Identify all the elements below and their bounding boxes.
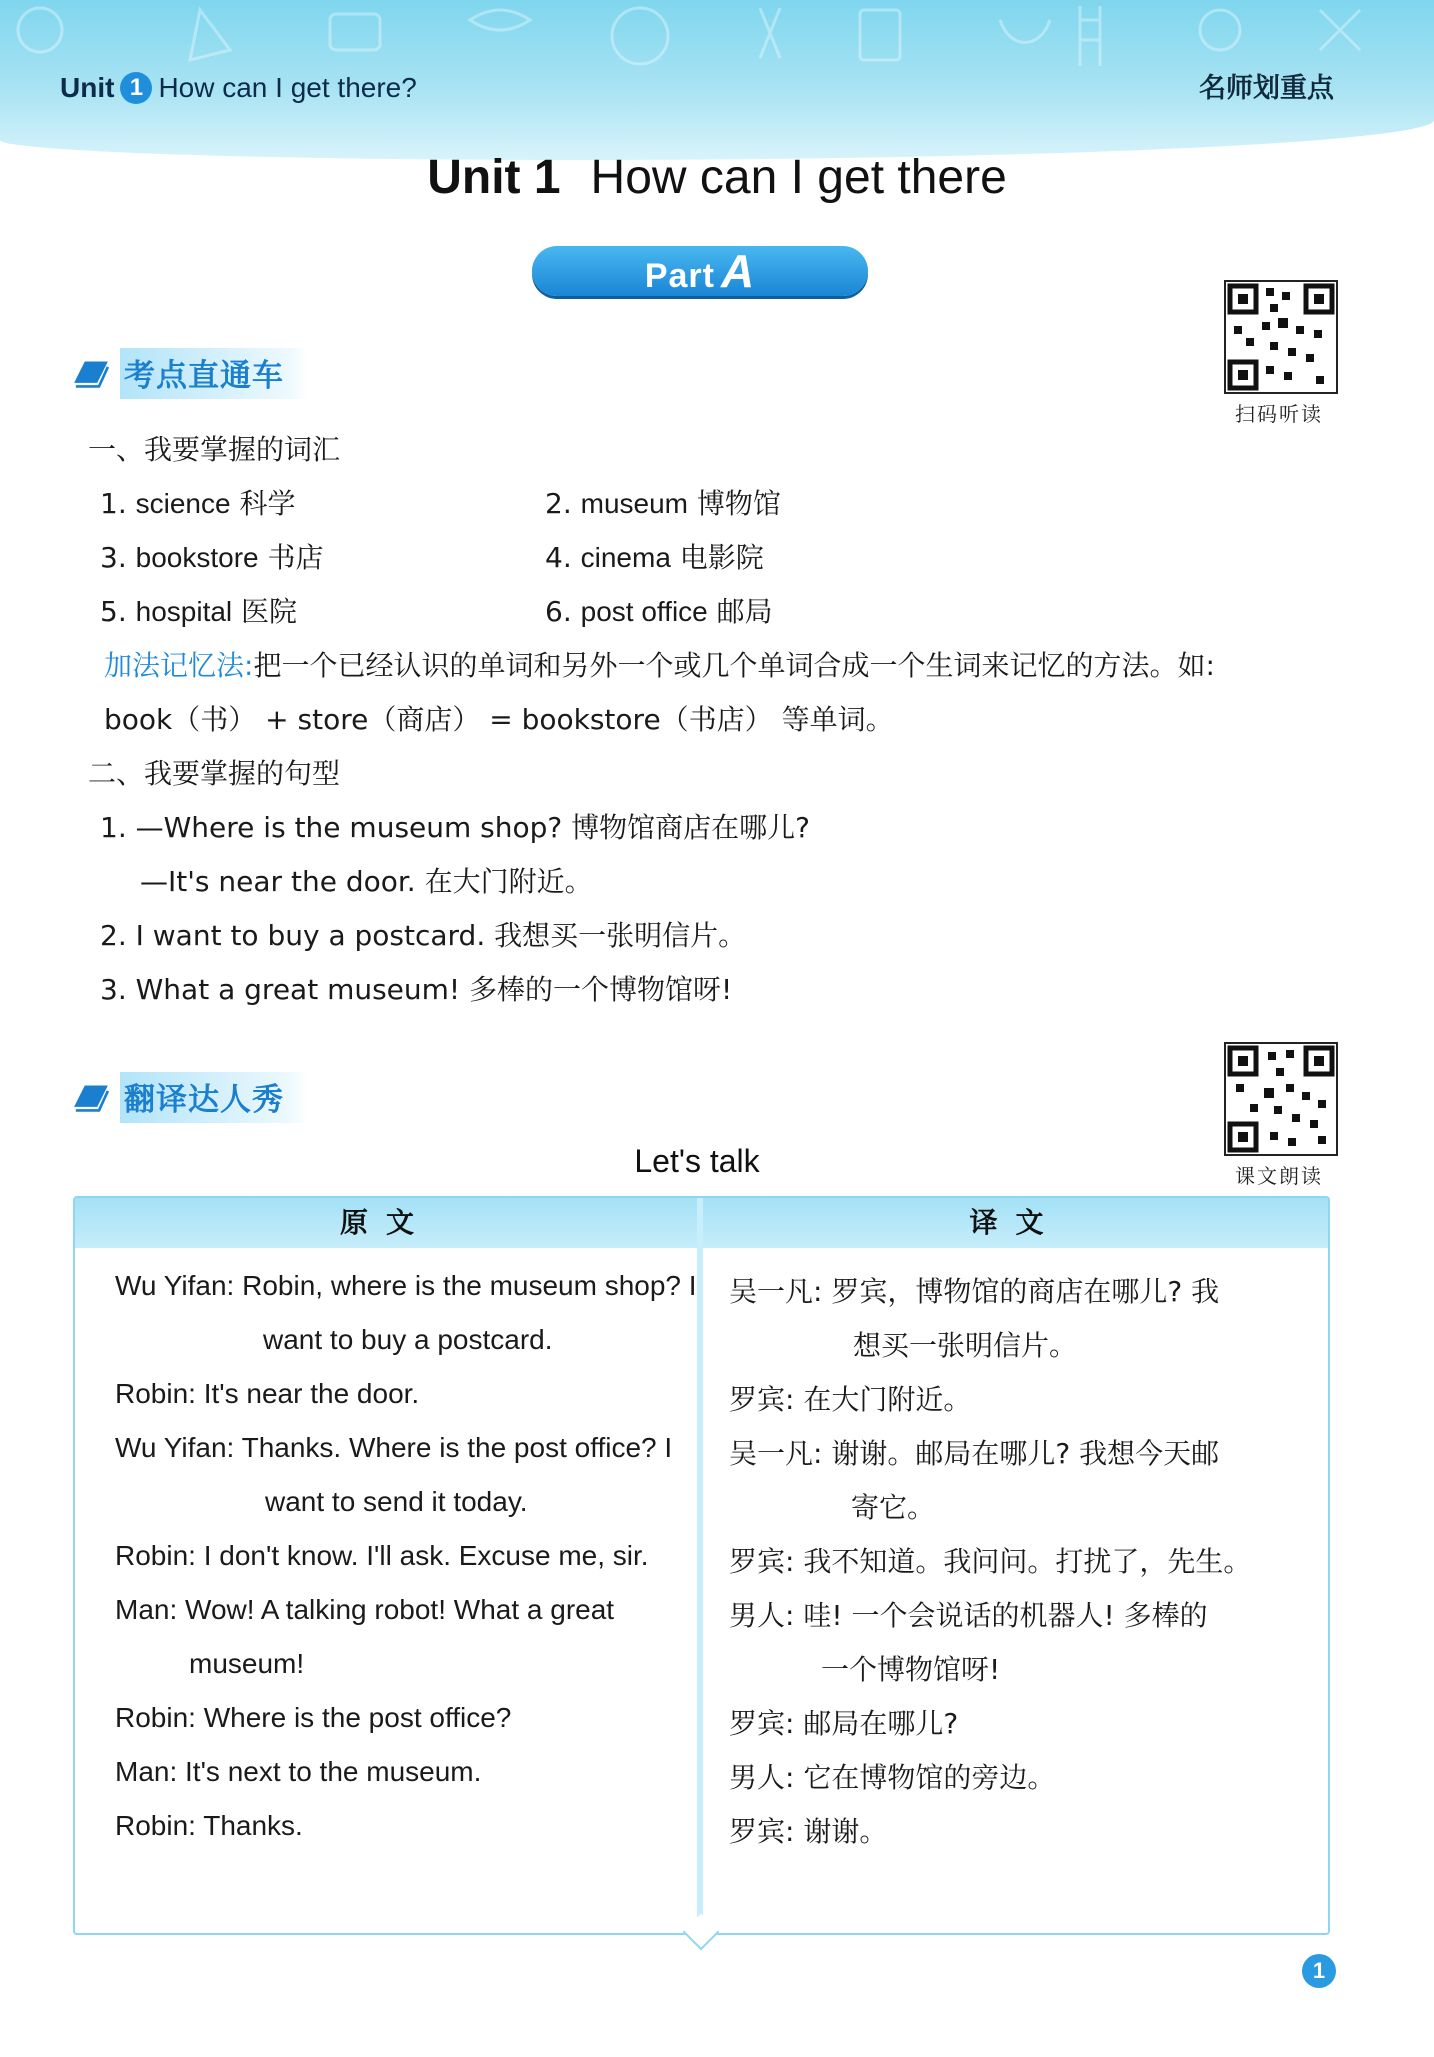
translation-line: 寄它。 [851, 1491, 936, 1524]
vocab-num: 3. [100, 541, 127, 574]
unit-tag-subtitle: How can I get there? [158, 72, 417, 103]
vocab-num: 5. [100, 595, 127, 628]
part-badge-letter: A [720, 245, 756, 297]
page-title-main: How can I get there [590, 151, 1007, 204]
translation-line: 罗宾: 我不知道。我问问。打扰了，先生。 [729, 1545, 1252, 1578]
brand-label: 名师划重点 [1199, 73, 1334, 104]
vocab-item [100, 590, 297, 630]
memory-tip-label: 加法记忆法: [104, 649, 254, 682]
original-line: Wu Yifan: Robin, where is the museum shop? I [115, 1270, 697, 1301]
vocab-zh: 博物馆 [696, 487, 781, 520]
qr-listen-label: 扫码听读 [1235, 402, 1323, 426]
original-line: want to send it today. [265, 1486, 528, 1517]
original-line: Robin: Thanks. [115, 1810, 303, 1841]
translation-line: 罗宾: 在大门附近。 [729, 1383, 972, 1416]
vocab-zh: 书店 [267, 541, 324, 574]
translation-line: 吴一凡: 罗宾，博物馆的商店在哪儿? 我 [729, 1275, 1220, 1308]
memory-tip-text: 把一个已经认识的单词和另外一个或几个单词合成一个生词来记忆的方法。如: [253, 649, 1215, 682]
original-line: Man: Wow! A talking robot! What a great [115, 1594, 615, 1625]
column-header-translation: 译文 [703, 1198, 1328, 1248]
vocab-zh: 邮局 [716, 595, 773, 628]
translation-line: 男人: 它在博物馆的旁边。 [729, 1761, 1056, 1794]
section-heading-text: 翻译达人秀 [120, 1072, 308, 1123]
qr-pattern [1226, 282, 1336, 392]
vocab-en: cinema [580, 542, 671, 573]
vocab-num: 4. [545, 541, 572, 574]
page-title-unit: Unit 1 [427, 151, 561, 204]
original-line: Robin: Where is the post office? [115, 1702, 512, 1733]
vocab-zh: 科学 [239, 487, 296, 520]
part-badge-word: Part [644, 257, 715, 295]
vocab-en: bookstore [135, 542, 259, 573]
translation-line: 罗宾: 谢谢。 [729, 1815, 888, 1848]
original-line: Man: It's next to the museum. [115, 1756, 482, 1787]
qr-pattern [1226, 1044, 1336, 1154]
table-notch [683, 1914, 720, 1951]
vocab-en: hospital [135, 596, 233, 627]
unit-tag-word: Unit [60, 72, 115, 103]
vocab-num: 1. [100, 487, 127, 520]
unit-number-badge: 1 [120, 72, 152, 104]
vocab-en: post office [580, 596, 708, 627]
column-header-original: 原文 [75, 1198, 697, 1248]
vocab-item [100, 536, 324, 576]
vocab-item [545, 590, 773, 630]
page-number: 1 [1302, 1954, 1336, 1988]
vocab-en: museum [580, 488, 688, 519]
original-line: museum! [189, 1648, 305, 1679]
vocab-en: science [135, 488, 231, 519]
section-heading-translation [70, 1072, 308, 1123]
translation-line: 罗宾: 邮局在哪儿? [729, 1707, 959, 1740]
qr-read-label: 课文朗读 [1235, 1164, 1323, 1188]
book-icon [70, 1082, 112, 1114]
sentence-line: 2. I want to buy a postcard. 我想买一张明信片。 [100, 919, 747, 952]
column-divider [697, 1198, 703, 1933]
vocab-zh: 医院 [241, 595, 298, 628]
vocab-zh: 电影院 [679, 541, 764, 574]
translation-line: 想买一张明信片。 [853, 1329, 1078, 1362]
memory-tip [104, 644, 1215, 684]
talk-title: Let's talk [634, 1143, 760, 1179]
page-title [0, 150, 1434, 205]
vocab-item [545, 482, 781, 522]
qr-code-icon[interactable] [1224, 1042, 1338, 1156]
vocab-num: 2. [545, 487, 572, 520]
sentence-line: 3. What a great museum! 多棒的一个博物馆呀! [100, 973, 733, 1006]
translation-table [73, 1196, 1330, 1935]
original-line: Robin: It's near the door. [115, 1378, 420, 1409]
unit-tag [60, 72, 417, 104]
translation-line: 男人: 哇! 一个会说话的机器人! 多棒的 [729, 1599, 1208, 1632]
translation-line: 一个博物馆呀! [821, 1653, 1001, 1686]
part-badge [532, 246, 868, 296]
sentence-heading: 二、我要掌握的句型 [88, 757, 341, 790]
original-line: Wu Yifan: Thanks. Where is the post office? I [115, 1432, 673, 1463]
vocab-num: 6. [545, 595, 572, 628]
section-heading-key-points [70, 348, 308, 399]
book-icon [70, 358, 112, 390]
vocab-item [545, 536, 764, 576]
sentence-line: —It's near the door. 在大门附近。 [140, 865, 593, 898]
qr-code-icon[interactable] [1224, 280, 1338, 394]
section-heading-text: 考点直通车 [120, 348, 308, 399]
original-line: want to buy a postcard. [263, 1324, 553, 1355]
sentence-line: 1. —Where is the museum shop? 博物馆商店在哪儿? [100, 811, 811, 844]
vocab-item [100, 482, 295, 522]
vocab-heading: 一、我要掌握的词汇 [88, 433, 341, 466]
original-line: Robin: I don't know. I'll ask. Excuse me, sir. [115, 1540, 649, 1571]
memory-tip-example: book（书） + store（商店） = bookstore（书店） 等单词。 [104, 703, 894, 736]
translation-line: 吴一凡: 谢谢。邮局在哪儿? 我想今天邮 [729, 1437, 1220, 1470]
